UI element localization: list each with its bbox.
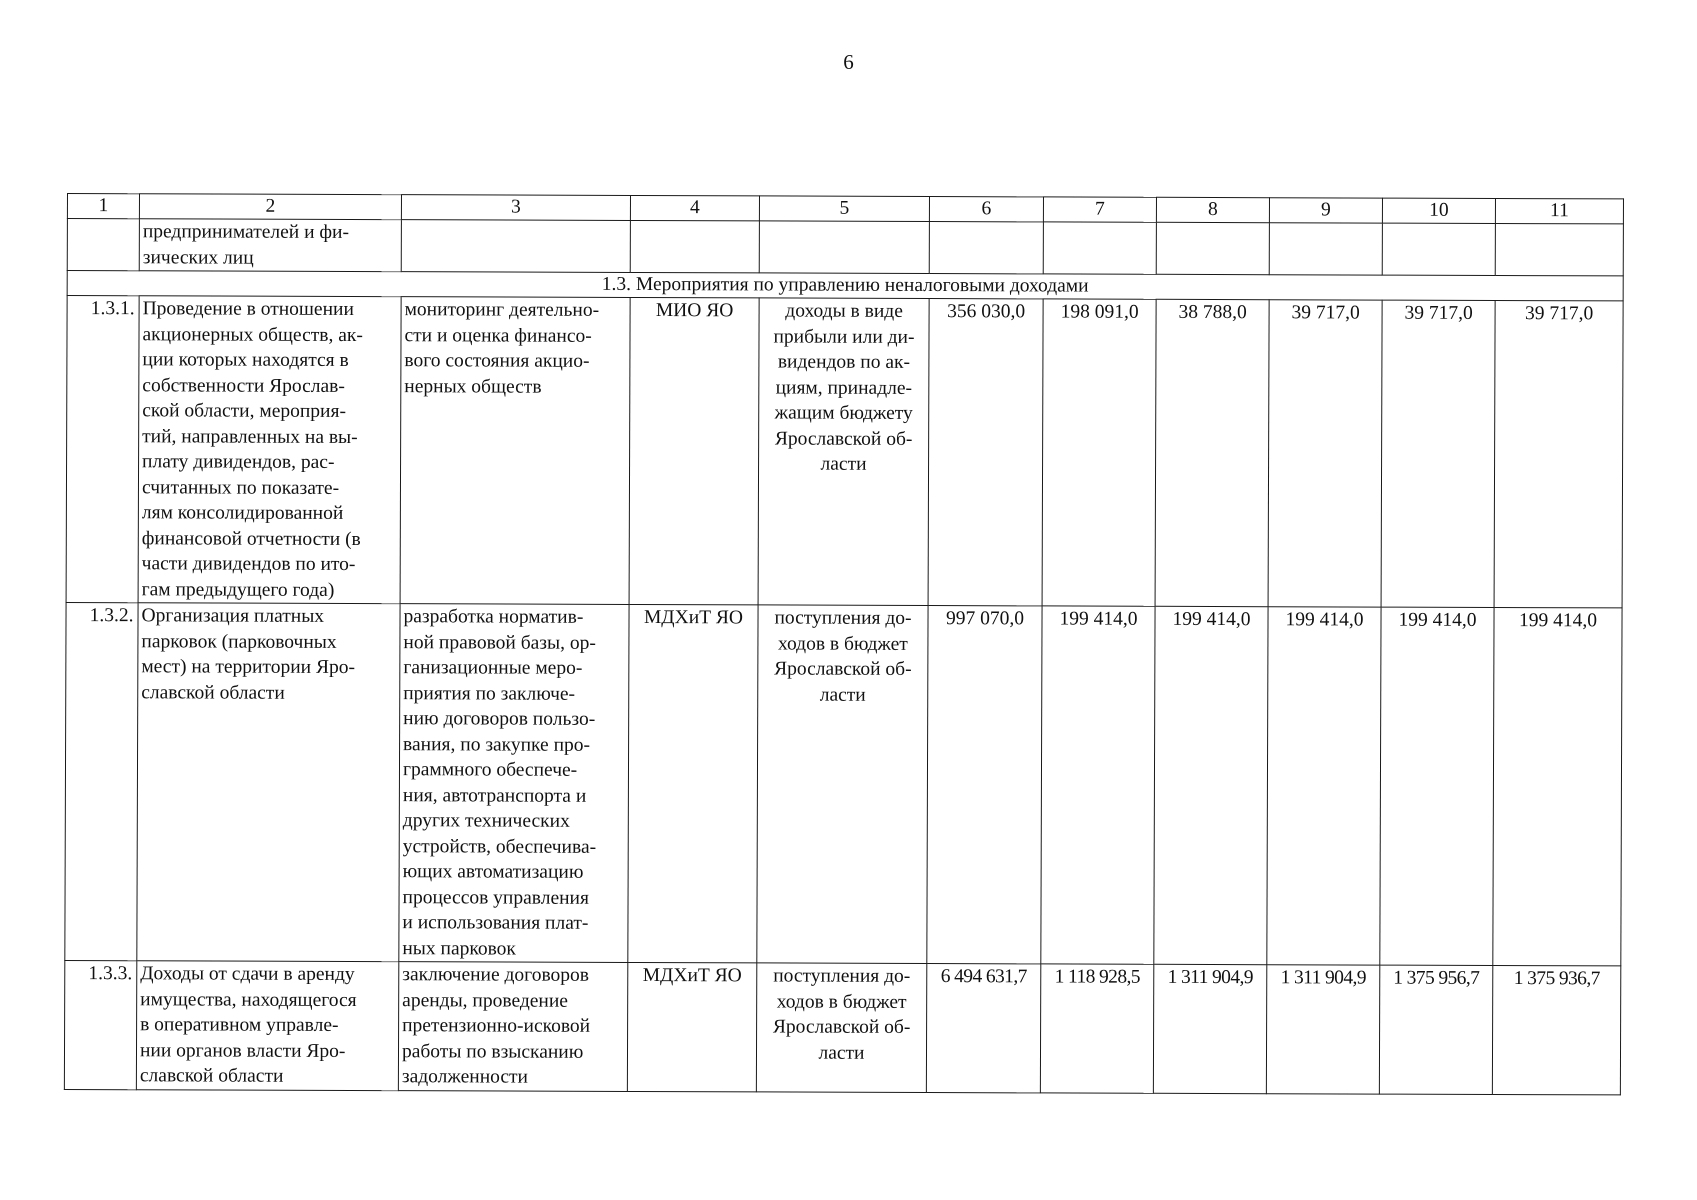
text-line: заключение договоров [402,964,590,986]
text-line: других технических [402,810,570,832]
text-line: ласти [820,453,867,475]
text-line: задолженности [401,1066,529,1088]
text-line: мест) на территории Яро- [141,656,356,679]
value-total: 6 494 631,7 [926,964,1040,1093]
activity-name [138,296,401,604]
text-line: поступления до- [773,965,911,987]
text-line: работы по взысканию [401,1040,584,1063]
text-line: парковок (парковочных [141,630,337,653]
table-cell [1269,223,1382,275]
text-line: разработка норматив- [403,606,584,628]
value-year: 199 414,0 [1380,607,1494,965]
page-number: 6 [843,50,854,74]
table-cell [929,222,1043,274]
value-year: 199 414,0 [1267,607,1381,965]
expected-result [758,298,929,606]
continuation-row [67,219,1623,276]
column-header: 3 [401,195,630,221]
text-line: приятия по заключе- [403,682,576,705]
text-line: и использования плат- [402,912,589,934]
value-total: 997 070,0 [927,606,1042,964]
value-year: 1 311 904,9 [1266,965,1379,1094]
value-year: 39 717,0 [1268,300,1382,607]
column-header: 6 [929,197,1043,222]
text-line: ганизационные меро- [403,657,583,679]
text-line: славской области [139,1065,284,1087]
text-line: Организация платных [141,605,325,627]
column-header: 10 [1382,198,1495,223]
value-total: 356 030,0 [928,299,1043,606]
value-year: 199 414,0 [1154,606,1268,964]
column-header: 8 [1156,197,1269,222]
text-line: плату дивидендов, рас- [142,451,335,473]
table-cell [67,219,139,271]
text-line: гам предыдущего года) [141,578,335,601]
text-line: поступления до- [774,607,912,629]
text-line: ласти [819,684,866,706]
activities-table [64,193,1624,1095]
text-line: жащим бюджету [774,402,913,424]
value-year: 38 788,0 [1155,299,1269,606]
text-line: Проведение в отношении [142,298,354,321]
value-year: 1 375 936,7 [1492,965,1620,1094]
text-line: ных парковок [402,937,516,960]
table-cell [630,220,759,272]
value-year: 1 118 928,5 [1040,964,1153,1093]
text-line: процессов управления [402,886,590,909]
text-line: части дивидендов по ито- [141,553,356,576]
activity-measures [400,297,630,605]
text-line: Ярославской об- [774,658,912,680]
text-line: ходов в бюджет [777,632,908,655]
executor: МДХиТ ЯО [628,604,758,962]
text-line: доходы в виде [785,300,903,322]
text-line: в оперативном управле- [140,1014,339,1036]
text-line: ной правовой базы, ор- [403,631,596,654]
table-cell [1382,223,1495,275]
column-header: 7 [1043,197,1156,222]
text-line: считанных по показате- [141,476,340,499]
text-line: Доходы от сдачи в аренду [140,963,355,986]
value-year: 199 414,0 [1493,607,1622,965]
table-cell [759,221,929,274]
text-line: нерных обществ [404,375,542,398]
text-line: финансовой отчетности (в [141,527,361,550]
column-header: 11 [1495,198,1623,223]
activity-measures [398,962,627,1091]
table-cell [1043,222,1156,274]
row-number: 1.3.1. [66,296,139,603]
text-line: акционерных обществ, ак- [142,323,363,346]
executor: МДХиТ ЯО [627,962,756,1091]
activity-measures [399,604,629,963]
row-number: 1.3.2. [65,602,138,960]
text-line: нию договоров пользо- [403,708,596,730]
text-line: видендов по ак- [777,351,910,373]
text-line: вого состояния акцио- [404,350,590,372]
value-year: 1 375 956,7 [1379,965,1492,1094]
text-line: устройств, обеспечива- [402,835,597,858]
table-row [64,960,1620,1094]
text-line: ния, автотранспорта и [402,784,587,807]
row-number: 1.3.3. [64,960,136,1089]
text-line: ласти [818,1042,865,1064]
column-header: 1 [67,194,139,219]
text-line: нии органов власти Яро- [139,1039,346,1062]
value-year: 198 091,0 [1042,299,1156,606]
text-line: прибыли или ди- [773,325,915,348]
text-line: ходов в бюджет [776,990,907,1013]
expected-result [756,963,926,1092]
text-line: Ярославской об- [772,1016,911,1038]
text-line: претензионно-исковой [402,1015,591,1037]
text-line: лям консолидированной [141,502,344,524]
table-row [66,296,1623,608]
executor: МИО ЯО [629,297,759,604]
text-line: собственности Ярослав- [142,374,345,397]
table-cell [401,220,630,273]
text-line: ской области, мероприя- [142,400,346,422]
text-line: имущества, находящегося [140,988,357,1011]
continuation-text [139,219,401,272]
text-line: ции которых находятся в [142,349,349,371]
value-year: 39 717,0 [1381,300,1495,607]
text-line: циям, принадле- [775,376,913,399]
column-header: 9 [1269,198,1382,223]
column-header: 2 [139,194,401,220]
table-cell [1156,222,1269,274]
text-line: ющих автоматизацию [402,861,584,883]
section-title: 1.3. Мероприятия по управлению неналоговыми доходами [67,271,1623,301]
text-line: сти и оценка финансо- [404,324,592,347]
text-line: Ярославской об- [774,427,913,450]
text-line: зических лиц [142,246,254,269]
expected-result [757,605,928,964]
column-header: 4 [630,195,759,220]
table-row [65,602,1622,965]
table-cell [1495,223,1623,275]
text-line: аренды, проведение [402,989,569,1012]
text-line: мониторинг деятельно- [404,299,600,321]
activity-name [136,961,398,1090]
text-line: граммного обеспече- [402,759,578,781]
text-line: славской области [141,681,285,704]
value-year: 1 311 904,9 [1153,964,1266,1093]
activity-name [137,603,400,962]
text-line: предпринимателей и фи- [142,221,350,243]
column-header: 5 [759,196,929,222]
value-year: 39 717,0 [1494,300,1623,607]
value-year: 199 414,0 [1041,606,1155,964]
text-line: вания, по закупке про- [403,733,591,756]
text-line: тий, направленных на вы- [142,425,358,448]
